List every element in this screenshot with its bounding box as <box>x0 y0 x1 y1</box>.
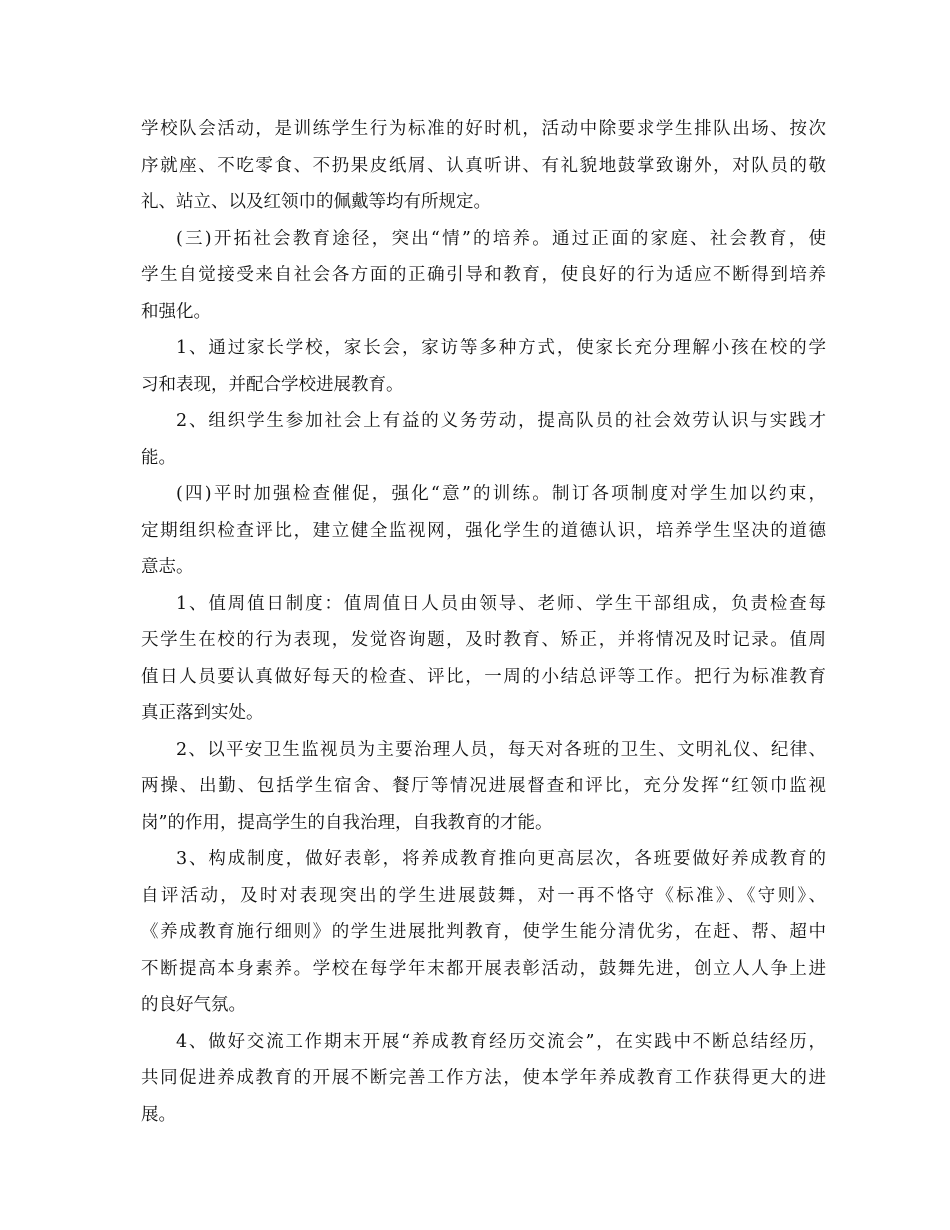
paragraph-line: 习和表现，并配合学校进展教育。 <box>141 374 404 395</box>
paragraph-line: 值日人员要认真做好每天的检查、评比，一周的小结总评等工作。把行为标准教育 <box>141 666 826 687</box>
paragraph-line: 天学生在校的行为表现，发觉咨询题，及时教育、矫正，并将情况及时记录。值周 <box>141 630 826 650</box>
document-page <box>141 111 826 1133</box>
paragraph-line: 自评活动，及时对表现突出的学生进展鼓舞，对一再不恪守《标准》、《守则》、 <box>141 885 826 906</box>
paragraph-line: 两操、出勤、包括学生宿舍、餐厅等情况进展督查和评比，充分发挥“红领巾监视 <box>141 776 826 796</box>
paragraph-line: 真正落到实处。 <box>141 703 264 723</box>
paragraph-first-line: 3、构成制度，做好表彰，将养成教育推向更高层次，各班要做好养成教育的 <box>176 849 826 869</box>
paragraph-line: 不断提高本身素养。学校在每学年末都开展表彰活动，鼓舞先进，创立人人争上进 <box>141 958 826 979</box>
paragraph-line: 和强化。 <box>141 301 211 322</box>
paragraph-first-line: 2、以平安卫生监视员为主要治理人员，每天对各班的卫生、文明礼仪、纪律、 <box>176 739 826 760</box>
paragraph-line: 序就座、不吃零食、不扔果皮纸屑、认真听讲、有礼貌地鼓掌致谢外，对队员的敬 <box>141 155 826 176</box>
paragraph-line: 能。 <box>141 447 176 468</box>
paragraph-line: 展。 <box>141 1104 176 1125</box>
paragraph-line: 共同促进养成教育的开展不断完善工作方法，使本学年养成教育工作获得更大的进 <box>141 1068 826 1088</box>
paragraph-line: 学校队会活动，是训练学生行为标准的好时机，活动中除要求学生排队出场、按次 <box>141 119 826 139</box>
paragraph-line: 定期组织检查评比，建立健全监视网，强化学生的道德认识，培养学生坚决的道德 <box>141 520 826 541</box>
paragraph-line: 学生自觉接受来自社会各方面的正确引导和教育，使良好的行为适应不断得到培养 <box>141 265 826 285</box>
paragraph-first-line: 4、做好交流工作期末开展“养成教育经历交流会”，在实践中不断总结经历， <box>176 1031 826 1052</box>
paragraph-line: 岗”的作用，提高学生的自我治理，自我教育的才能。 <box>141 812 553 833</box>
paragraph-first-line: 1、值周值日制度：值周值日人员由领导、老师、学生干部组成，负责检查每 <box>176 593 826 614</box>
paragraph-first-line: (四)平时加强检查催促，强化“意”的训练。制订各项制度对学生加以约束， <box>176 484 826 504</box>
paragraph-line: 《养成教育施行细则》的学生进展批判教育，使学生能分清优劣，在赶、帮、超中 <box>141 922 826 942</box>
paragraph-line: 的良好气氛。 <box>141 995 246 1015</box>
paragraph-line: 礼、站立、以及红领巾的佩戴等均有所规定。 <box>141 192 491 212</box>
paragraph-line: 意志。 <box>141 557 194 577</box>
paragraph-first-line: 2、组织学生参加社会上有益的义务劳动，提高队员的社会效劳认识与实践才 <box>176 411 826 431</box>
paragraph-first-line: (三)开拓社会教育途径，突出“情”的培养。通过正面的家庭、社会教育，使 <box>176 228 826 249</box>
document-body <box>141 111 826 1133</box>
paragraph-first-line: 1、通过家长学校，家长会，家访等多种方式，使家长充分理解小孩在校的学 <box>176 338 826 358</box>
